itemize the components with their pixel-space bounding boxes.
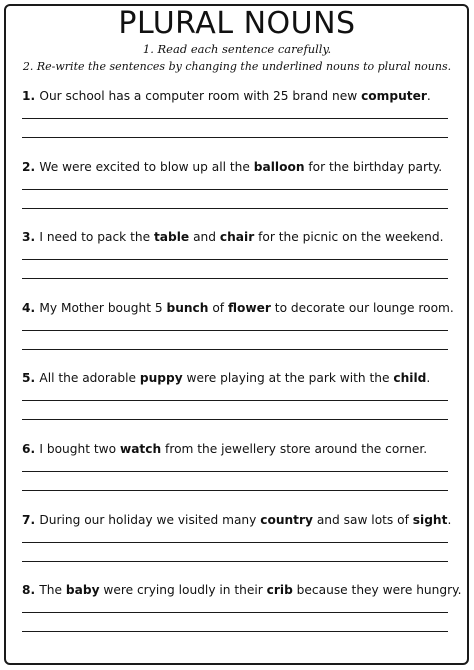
answer-line[interactable] [22,278,448,279]
highlighted-noun: bunch [166,300,209,315]
question-1 [22,89,462,104]
answer-line[interactable] [22,189,448,190]
instruction-1: 1. Read each sentence carefully. [142,42,332,56]
answer-line[interactable] [22,118,448,119]
question-number: 4. [22,300,40,315]
question-number: 2. [22,159,40,174]
answer-line[interactable] [22,208,448,209]
instruction-2: 2. Re-write the sentences by changing the underlined nouns to plural nouns. [22,60,452,73]
sentence-text: and saw lots of [312,512,413,527]
question-7 [22,513,462,528]
highlighted-noun: flower [227,300,271,315]
sentence-text: The [39,583,66,598]
answer-line[interactable] [22,631,448,632]
sentence-text: . [426,371,431,386]
sentence-text: I bought two [39,442,120,456]
sentence-text: Our school has a computer room with 25 brand new [39,89,362,103]
highlighted-noun: balloon [253,159,305,174]
highlighted-noun: child [393,371,427,386]
answer-line[interactable] [22,471,448,472]
highlighted-noun: crib [266,583,293,598]
answer-line[interactable] [22,419,448,420]
sentence-text: because they were hungry. [292,583,462,598]
sentence-text: from the jewellery store around the corner. [161,442,428,456]
question-8 [22,583,462,598]
answer-line[interactable] [22,349,448,350]
sentence-text: for the picnic on the weekend. [254,230,444,245]
sentence-text: I need to pack the [39,230,154,245]
question-5 [22,371,462,386]
question-2 [22,160,462,175]
sentence-text: for the birthday party. [304,159,443,174]
sentence-text: to decorate our lounge room. [270,300,454,315]
sentence-text: were crying loudly in their [99,583,267,598]
answer-line[interactable] [22,542,448,543]
highlighted-noun: computer [361,89,427,103]
question-number: 6. [22,442,40,456]
highlighted-noun: chair [219,230,255,245]
sentence-text: . [447,512,452,527]
worksheet-title: PLURAL NOUNS [118,6,356,41]
highlighted-noun: puppy [139,371,183,386]
question-number: 5. [22,371,40,386]
answer-line[interactable] [22,612,448,613]
sentence-text: We were excited to blow up all the [39,159,254,174]
sentence-text: My Mother bought 5 [39,300,167,315]
highlighted-noun: country [260,512,313,527]
highlighted-noun: baby [65,583,100,598]
question-6 [22,442,462,457]
sentence-text: . [426,89,431,103]
highlighted-noun: sight [412,512,448,527]
question-3 [22,230,462,245]
highlighted-noun: table [153,230,190,245]
question-number: 8. [22,583,40,598]
answer-line[interactable] [22,259,448,260]
answer-line[interactable] [22,137,448,138]
sentence-text: were playing at the park with the [182,371,394,386]
question-4 [22,301,462,316]
sentence-text: and [189,230,220,245]
answer-line[interactable] [22,330,448,331]
sentence-text: All the adorable [39,371,140,386]
sentence-text: of [208,300,228,315]
sentence-text: During our holiday we visited many [39,512,261,527]
question-number: 1. [22,89,40,103]
question-number: 7. [22,512,40,527]
answer-line[interactable] [22,490,448,491]
answer-line[interactable] [22,400,448,401]
question-number: 3. [22,230,40,245]
answer-line[interactable] [22,561,448,562]
highlighted-noun: watch [119,442,162,456]
